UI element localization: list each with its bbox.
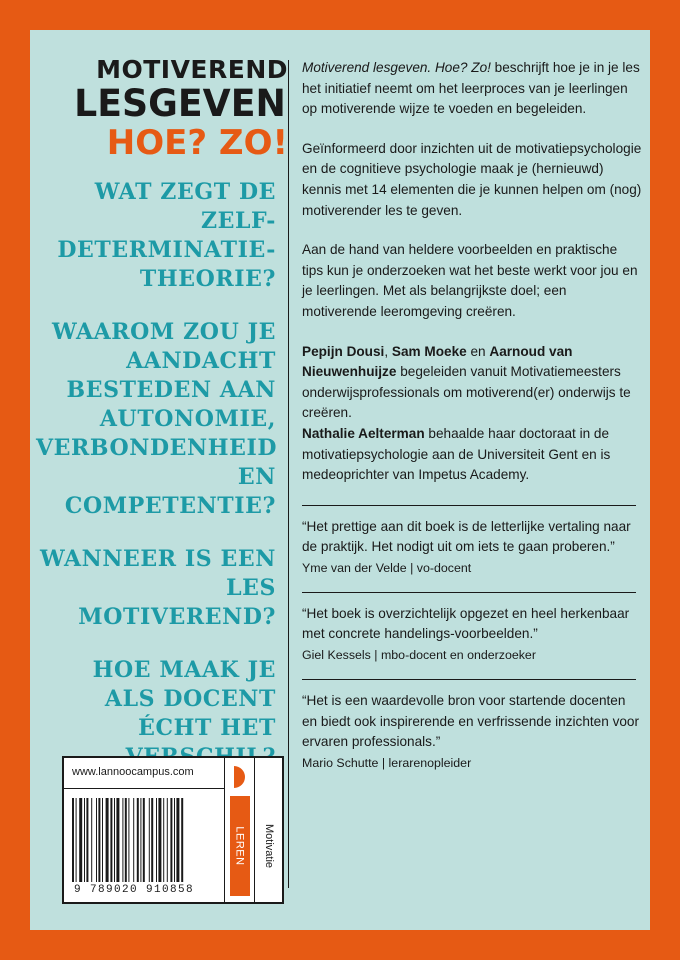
- intro-title: Motiverend lesgeven. Hoe? Zo!: [302, 60, 491, 75]
- quote-2: [302, 604, 642, 665]
- category-label: Motivatie: [263, 823, 275, 869]
- book-title: [72, 56, 288, 162]
- quote-2-text: “Het boek is overzichtelijk opgezet en heel herkenbaar met concrete handelings-voorbeelden.”: [302, 605, 630, 642]
- intro-rest: beschrijft hoe je in je les het initiatief neemt om het leerproces van je leerlingen op motiverende wijze te voeden en begeleiden.: [302, 60, 640, 117]
- quote-divider-3: [302, 679, 636, 680]
- back-cover-text: [302, 58, 642, 787]
- author-4: Nathalie Aelterman: [302, 425, 425, 441]
- question-4: HOE MAAK JE ALS DOCENT ÉCHT HET: [92, 657, 276, 741]
- question-1: WAT ZEGT DE ZELF-DETERMINATIE-THEORIE?: [57, 179, 276, 292]
- title-line-3: HOE? ZO!: [106, 123, 288, 163]
- barcode-block: [62, 756, 284, 904]
- barcode-divider-2: [254, 758, 255, 902]
- title-line-2: LESGEVEN: [74, 82, 286, 125]
- quote-divider-1: [302, 505, 636, 506]
- lannoo-half-circle-icon: [230, 764, 250, 790]
- series-tag-label-wrap: [230, 796, 250, 896]
- quote-1: [302, 517, 642, 578]
- isbn-digits: 9 789020 910858: [74, 884, 195, 896]
- category-label-wrap: [258, 796, 280, 896]
- authors-bio: begeleiden vanuit Motivatiemeesters onderwijsprofessionals om motiverend(er) onderwijs te creëren.: [302, 364, 631, 421]
- barcode-rule: [64, 788, 224, 789]
- author-sep-2: en: [466, 343, 490, 359]
- series-tag-label: LEREN: [234, 826, 246, 866]
- author-1: Pepijn Dousi: [302, 343, 385, 359]
- authors-paragraph: [302, 342, 642, 486]
- quote-divider-2: [302, 592, 636, 593]
- author-2: Sam Moeke: [391, 343, 467, 359]
- quote-1-text: “Het prettige aan dit boek is de letterlijke vertaling naar de praktijk. Het nodigt uit om iets te gaan proberen.”: [302, 518, 631, 555]
- column-divider: [288, 60, 289, 888]
- paragraph-2: Geïnformeerd door inzichten uit de motivatiepsychologie en de cognitieve psychologie maak je (hernieuwd) kennis met 14 elementen die je kunnen helpen om (nog) motiverender les te geven.: [302, 140, 642, 218]
- question-3: WANNEER IS EEN LES MOTIVEREND?: [40, 546, 276, 630]
- author-3: Aarnoud van Nieuwenhuijze: [302, 343, 573, 380]
- publisher-url: www.lannoocampus.com: [72, 766, 194, 778]
- question-2: WAAROM ZOU JE AANDACHT BESTEDEN AAN AUTONOMIE, VERBONDENHEID EN COMPETENTIE?: [36, 319, 278, 519]
- author-sep-1: ,: [384, 343, 392, 359]
- quote-3: [302, 691, 642, 773]
- barcode-divider-1: [224, 758, 225, 902]
- question-list: [36, 178, 276, 796]
- quote-3-text: “Het is een waardevolle bron voor startende docenten en biedt ook inspirerende en verfrissende inzichten voor ervaren professionals.”: [302, 693, 640, 750]
- paragraph-3: Aan de hand van heldere voorbeelden en praktische tips kun je onderzoeken wat het beste werkt voor jou en je leerlingen. Met als belangrijkste doel; een motiverende leeromgeving creëren.: [302, 242, 638, 319]
- author-4-bio: behaalde haar doctoraat in de motivatiepsychologie aan de Universiteit Gent en is medeoprichter van Impetus Academy.: [302, 425, 611, 483]
- intro-paragraph: [302, 58, 642, 120]
- barcode-bars: [72, 798, 218, 882]
- title-line-1: MOTIVEREND: [96, 55, 288, 84]
- quote-3-attribution: Mario Schutte | lerarenopleider: [302, 755, 472, 770]
- quote-1-attribution: Yme van der Velde | vo-docent: [302, 560, 472, 575]
- quote-2-attribution: Giel Kessels | mbo-docent en onderzoeker: [302, 648, 536, 663]
